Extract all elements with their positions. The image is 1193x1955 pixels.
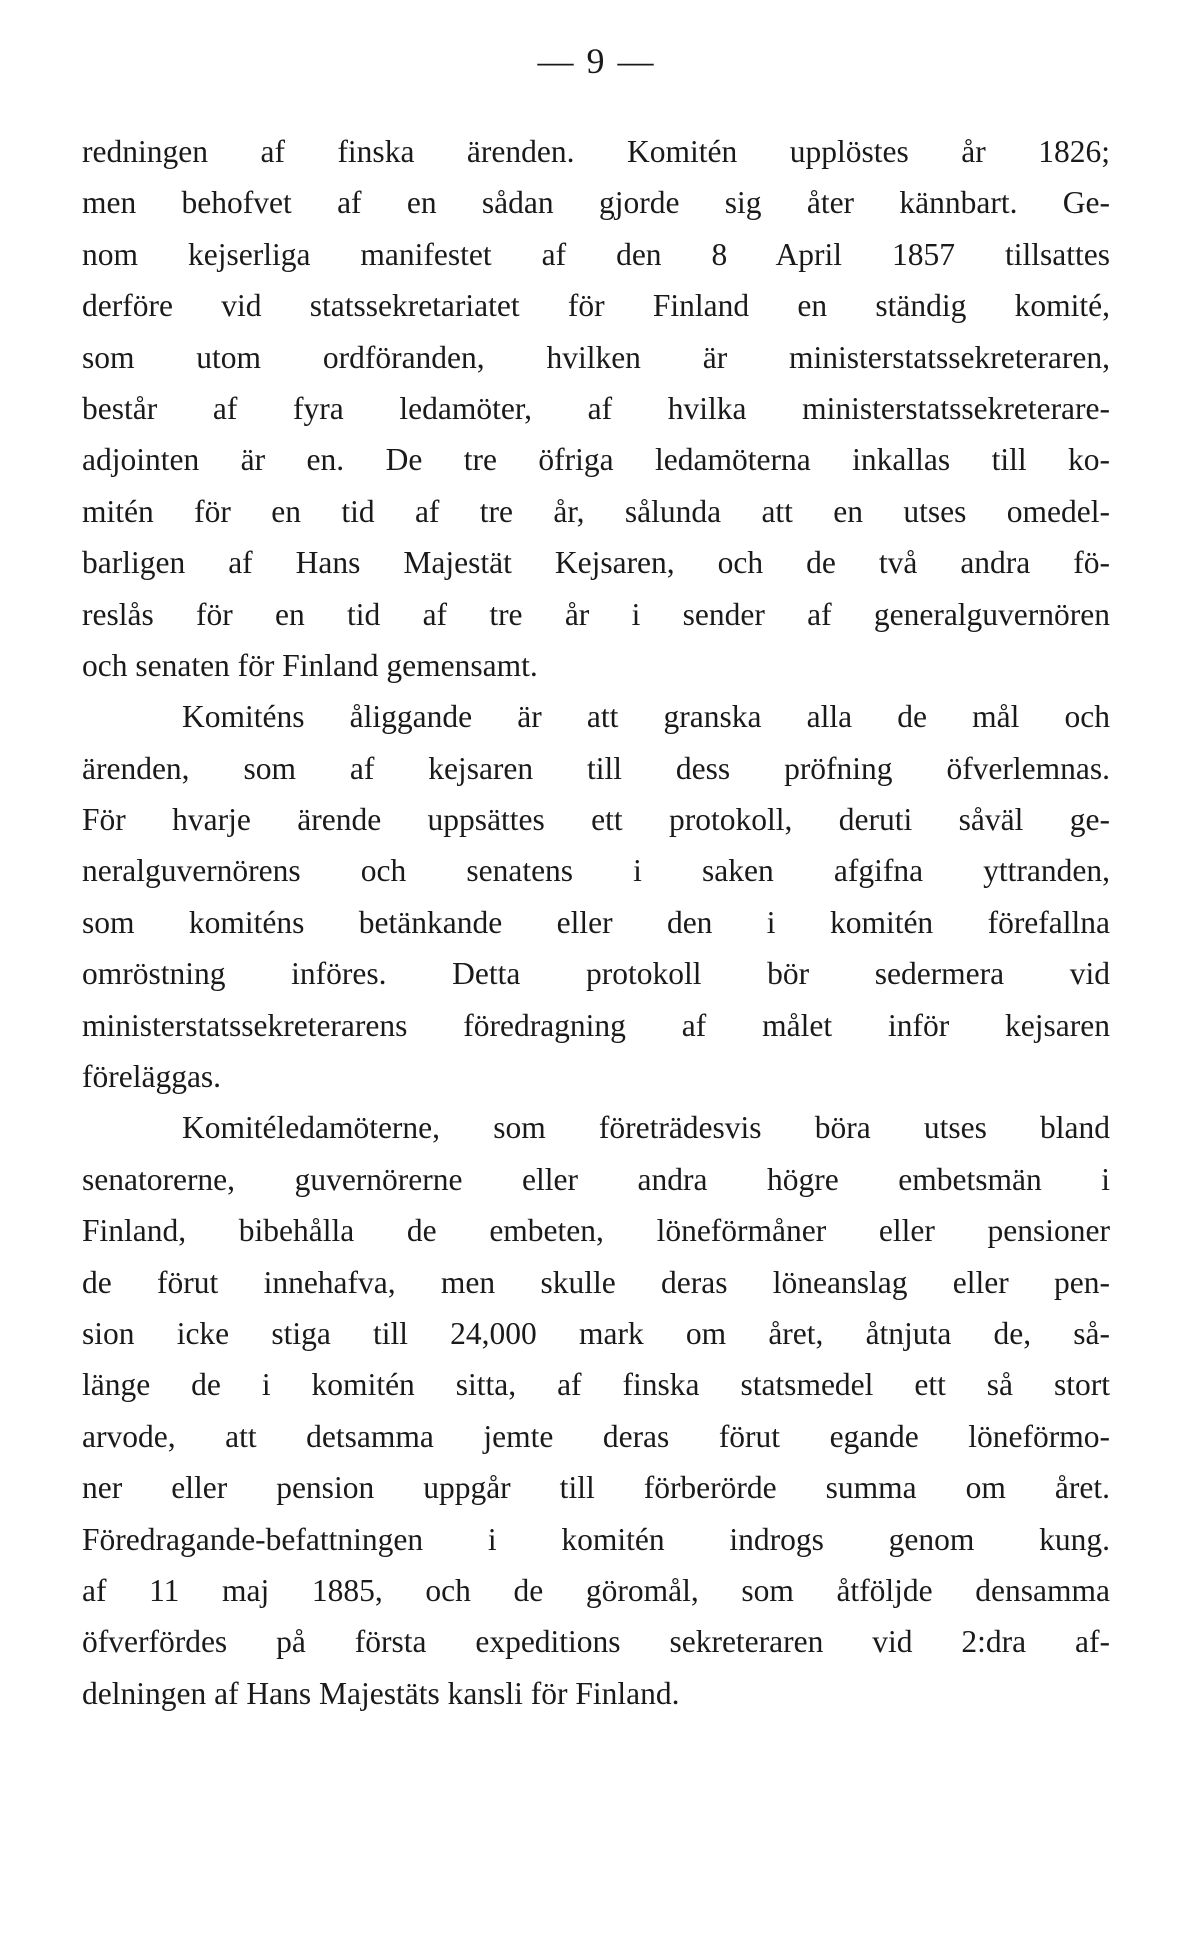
text-line: barligen af Hans Majestät Kejsaren, och de två andra fö- [82,545,1110,581]
text-line: som komiténs betänkande eller den i komitén förefallna [82,904,1110,940]
text-line: de förut innehafva, men skulle deras löneanslag eller pen- [82,1264,1110,1300]
page-number: — 9 — [537,41,656,81]
text-line: Finland, bibehålla de embeten, löneförmåner eller pensioner [82,1213,1110,1249]
text-line: omröstning införes. Detta protokoll bör sedermera vid [82,956,1110,992]
text-line: Komiténs åliggande är att granska alla de mål och [182,699,1110,735]
text-line: består af fyra ledamöter, af hvilka ministerstatssekreterare- [82,390,1110,426]
paragraph-3 [82,1102,1110,1719]
text-line: ministerstatssekreterarens föredragning af målet inför kejsaren [82,1007,1110,1043]
text-line: arvode, att detsamma jemte deras förut egande löneförmo- [82,1418,1110,1454]
text-line: Föredragande-befattningen i komitén indrogs genom kung. [82,1521,1110,1557]
text-line: derföre vid statssekretariatet för Finland en ständig komité, [82,288,1110,324]
text-line: ner eller pension uppgår till förberörde summa om året. [82,1470,1110,1506]
text-line: som utom ordföranden, hvilken är ministerstatssekreteraren, [82,339,1110,375]
body-text [82,126,1110,1719]
text-line: Komitéledamöterne, som företrädesvis böra utses bland [182,1110,1110,1146]
text-line: sion icke stiga till 24,000 mark om året, åtnjuta de, så- [82,1315,1110,1351]
text-line: adjointen är en. De tre öfriga ledamöterna inkallas till ko- [82,442,1110,478]
text-line: länge de i komitén sitta, af finska statsmedel ett så stort [82,1367,1110,1403]
text-line: neralguvernörens och senatens i saken afgifna yttranden, [82,853,1110,889]
text-line: mitén för en tid af tre år, sålunda att en utses omedel- [82,493,1110,529]
text-line: redningen af finska ärenden. Komitén upplöstes år 1826; [82,134,1110,169]
text-line: ärenden, som af kejsaren till dess pröfning öfverlemnas. [82,750,1110,786]
text-line: men behofvet af en sådan gjorde sig åter kännbart. Ge- [82,185,1110,221]
text-line: föreläggas. [82,1059,222,1095]
paragraph-1 [82,126,1110,691]
text-line: och senaten för Finland gemensamt. [82,647,538,683]
text-line: af 11 maj 1885, och de göromål, som åtföljde densamma [82,1572,1110,1608]
text-line: nom kejserliga manifestet af den 8 April 1857 tillsattes [82,236,1110,272]
paragraph-2 [82,691,1110,1102]
text-line: delningen af Hans Majestäts kansli för Finland. [82,1675,680,1711]
text-line: senatorerne, guvernörerne eller andra högre embetsmän i [82,1161,1110,1197]
text-line: För hvarje ärende uppsättes ett protokoll, deruti såväl ge- [82,802,1110,838]
text-line: reslås för en tid af tre år i sender af generalguvernören [82,596,1110,632]
text-line: öfverfördes på första expeditions sekreteraren vid 2:dra af- [82,1624,1110,1660]
